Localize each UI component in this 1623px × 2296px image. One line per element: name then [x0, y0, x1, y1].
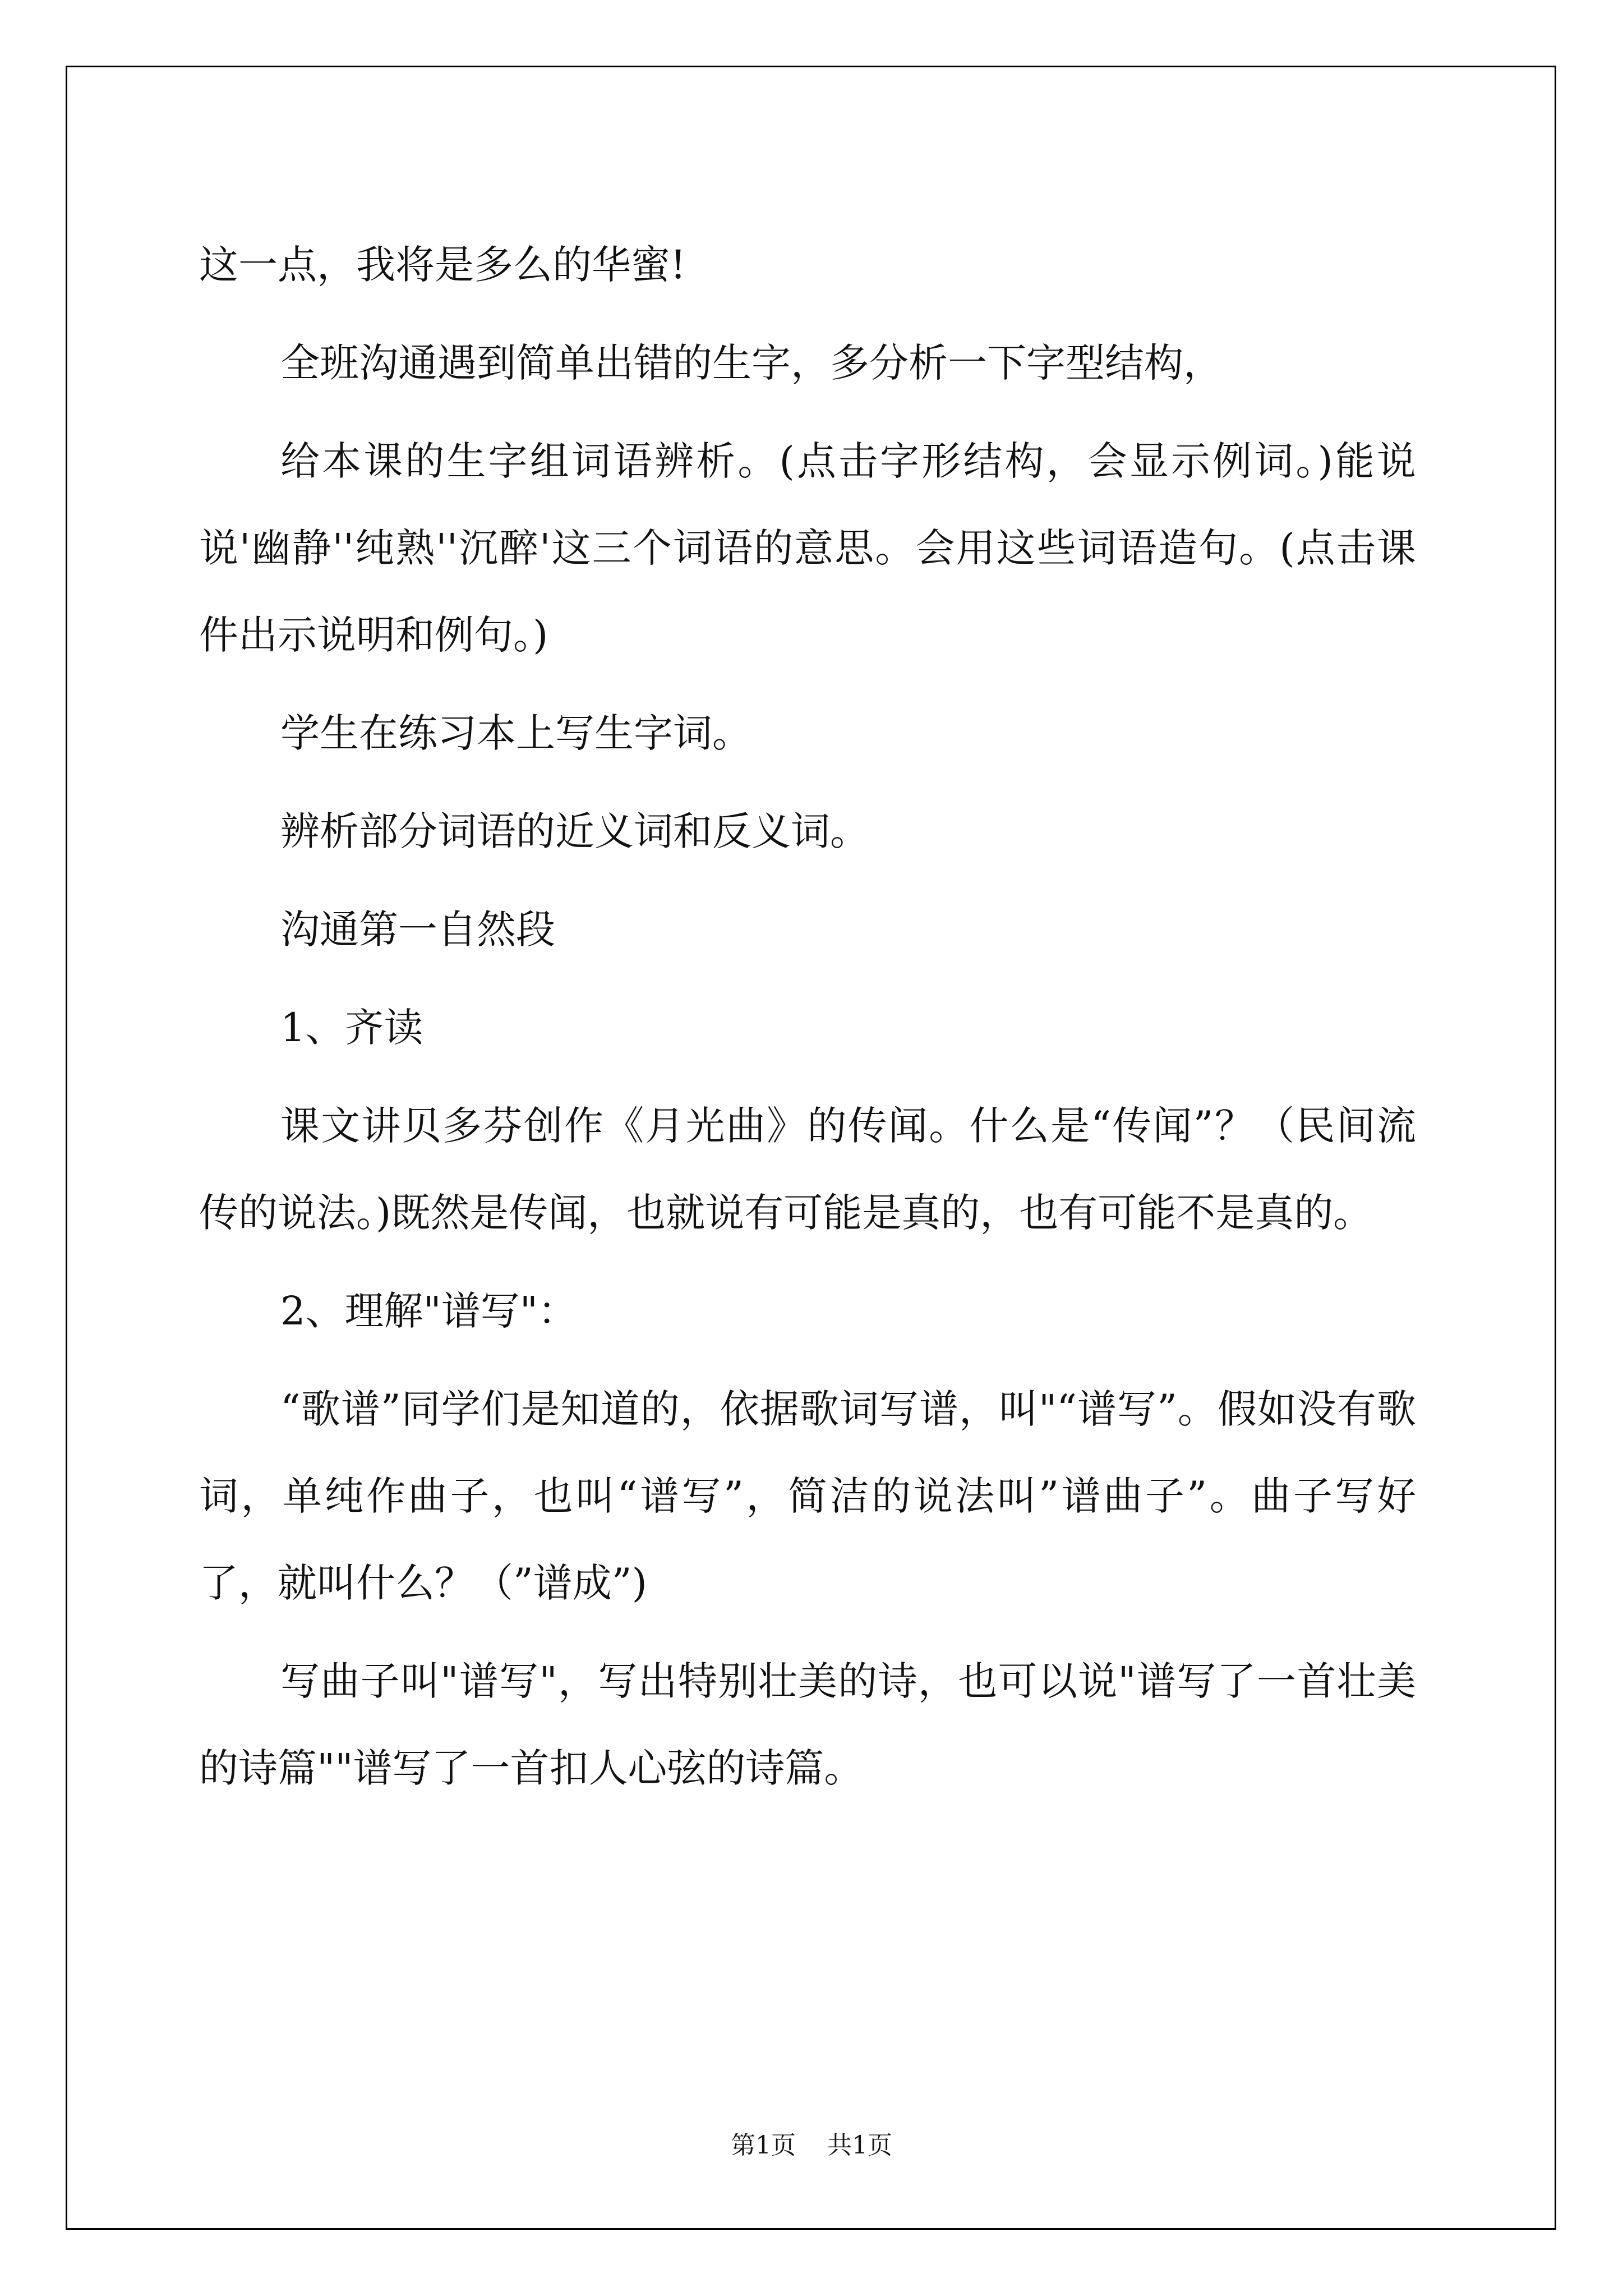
paragraph: 学生在练习本上写生字词。 [280, 710, 751, 756]
page-footer [0, 2125, 1623, 2161]
paragraph: 全班沟通遇到简单出错的生字，多分析一下字型结构， [280, 340, 1223, 386]
paragraph: 2、理解"谱写"： [280, 1288, 577, 1334]
paragraph: 1、齐读 [280, 1005, 423, 1051]
page-number: 第1页 [731, 2131, 796, 2160]
page-total: 共1页 [827, 2131, 892, 2160]
paragraph: 给本课的生字组词语辨析。(点击字形结构，会显示例词。)能说说'幽静''纯熟''沉醉'这三个词语的意思。会用这些词语造句。(点击课件出示说明和例句。) [199, 438, 1416, 658]
paragraph: “歌谱”同学们是知道的，依据歌词写谱，叫"“谱写”。假如没有歌词，单纯作曲子，也叫“谱写”，简洁的说法叫”谱曲子”。曲子写好了，就叫什么？（”谱成”) [199, 1386, 1416, 1606]
document-body [199, 222, 1416, 1823]
paragraph: 课文讲贝多芬创作《月光曲》的传闻。什么是“传闻”？（民间流传的说法。)既然是传闻，也就说有可能是真的，也有可能不是真的。 [199, 1103, 1416, 1236]
paragraph: 写曲子叫"谱写"，写出特别壮美的诗，也可以说"谱写了一首壮美的诗篇""谱写了一首扣人心弦的诗篇。 [199, 1658, 1416, 1791]
paragraph: 辨析部分词语的近义词和反义词。 [280, 808, 869, 854]
paragraph: 这一点，我将是多么的华蜜! [199, 242, 686, 288]
paragraph: 沟通第一自然段 [280, 907, 555, 953]
